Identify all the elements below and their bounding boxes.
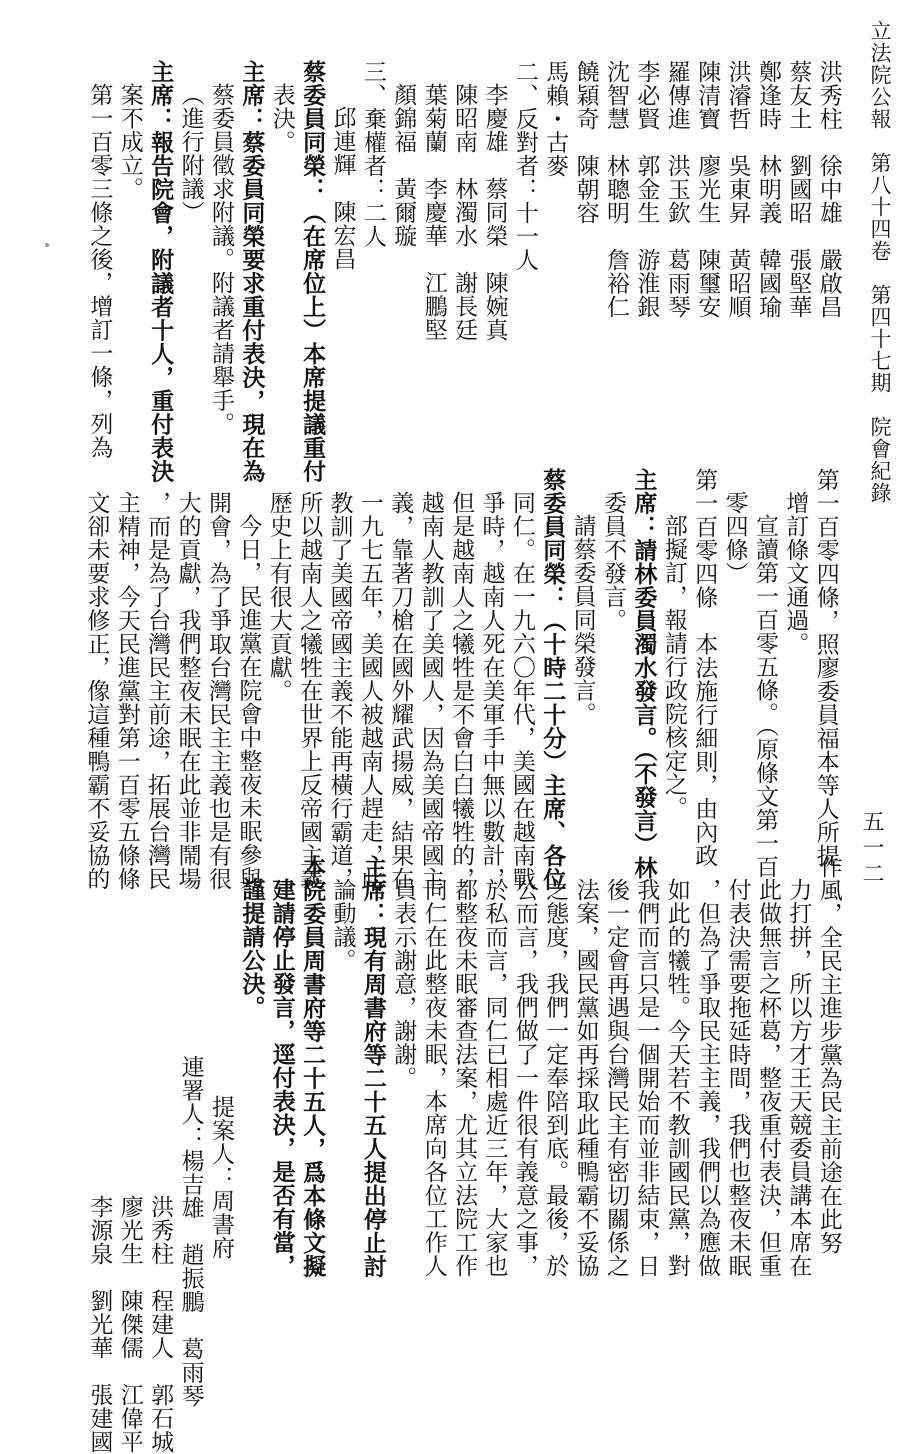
scan-speck (45, 243, 49, 247)
text-column: 教訓了美國帝國主義不能再橫行霸道， (326, 491, 353, 891)
text-column: 馬賴・古麥 (542, 60, 569, 178)
text-column: （進行附議） (177, 83, 204, 224)
text-column: 文卻未要求修正，像這種鴨霸不妥協的 (83, 491, 110, 891)
text-column: 主席：請林委員濁水發言。（不發言）林 (630, 468, 658, 880)
text-column: 開會，為了爭取台灣民主主義也是有很 (204, 491, 231, 891)
text-column: 此做無言之杯葛，整夜重付表決，但重 (754, 878, 781, 1278)
text-column: 部擬訂，報請行政院核定之。 (660, 514, 687, 820)
text-column: 主席：報告院會，附議者十人，重付表決 (147, 60, 175, 483)
text-column: 越南人教訓了美國人，因為美國帝國主 (417, 491, 444, 891)
text-column: 邱連輝 陳宏昌 (329, 106, 356, 271)
text-column: 羅傳進 洪玉欽 葛雨琴 (663, 60, 690, 319)
text-column: 員表示謝意，謝謝。 (390, 878, 417, 1090)
section-title: 院會紀錄 (868, 416, 892, 504)
text-column: 大的貢獻，我們整夜未眠在此並非鬧場 (174, 491, 201, 891)
text-column: 作風，全民主進步黨為民主前途在此努 (815, 855, 842, 1255)
text-column: 饒穎奇 陳朝容 (572, 60, 599, 225)
text-column: 洪秀柱 徐中雄 嚴啟昌 (815, 60, 842, 319)
text-column: 論動議。 (329, 878, 356, 972)
middle-text-block (82, 468, 906, 891)
text-column: 爭時，越南人死在美軍手中無以數計， (478, 491, 505, 891)
text-column: 第一百零四條 本法施行細則，由內政 (691, 468, 718, 868)
text-column: ，但為了爭取民主主義，我們以為應做 (694, 878, 721, 1278)
text-column: 宣讀第一百零五條。（原條文第一百 (751, 514, 778, 879)
text-column: 二、反對者：十一人 (511, 60, 538, 272)
bottom-text-block (85, 855, 909, 1454)
text-column: 之態度，我們一定奉陪到底。最後，於 (542, 878, 569, 1278)
text-column: 但是越南人之犧牲是不會白白犧牲的， (448, 491, 475, 891)
text-column: 義，靠著刀槍在國外耀武揚威，結果在 (387, 491, 414, 891)
text-column: 謹提請公決。 (238, 878, 266, 1019)
text-column: 建請停止發言，逕付表決，是否有當， (268, 878, 296, 1278)
text-column: 本院委員周書府等二十五人，爲本條文擬 (299, 855, 327, 1278)
text-column: 一九七五年，美國人被越南人趕走，此 (356, 491, 383, 891)
page-number: 五一二 (859, 810, 884, 888)
text-column: 後一定會再遇與台灣民主有密切關係之 (603, 878, 630, 1278)
text-column: 付表決需要拖延時間，我們也整夜未眠 (724, 878, 751, 1278)
text-column: 主精神，今天民進黨對第一百零五條條 (113, 491, 140, 891)
text-column: 今日，民進黨在院會中整夜未眠參與 (235, 514, 262, 890)
text-column: 提案人：周書府 (207, 1095, 234, 1260)
text-column: 第一百零三條之後，增訂一條，列為 (86, 83, 113, 459)
text-column: 增訂條文通過。 (782, 491, 809, 656)
text-column: 三、棄權者：二人 (359, 60, 386, 248)
text-column: 主席：現有周書府等二十五人提出停止討 (359, 855, 387, 1278)
text-column: 李源泉 劉光華 張建國 (86, 1195, 113, 1454)
volume: 第八十四卷 (868, 152, 892, 262)
text-column: 洪濬哲 吳東昇 黃昭順 (724, 60, 751, 319)
text-column: 蔡委員同榮：（十時二十分）主席、各位 (539, 468, 567, 891)
text-column: 洪秀柱 程建人 郭石城 (147, 1195, 174, 1454)
issue-number: 第四十七期 (868, 284, 892, 394)
text-column: 鄭逢時 林明義 韓國瑜 (754, 60, 781, 319)
top-text-block (85, 60, 909, 483)
text-column: 蔡委員同榮：（在席位上）本席提議重付 (299, 60, 327, 483)
text-column: 蔡委員徵求附議。附議者請舉手。 (207, 83, 234, 436)
text-column: 李必賢 郭金生 游淮銀 (633, 60, 660, 319)
text-column: 同仁。在一九六〇年代，美國在越南戰 (508, 491, 535, 891)
text-column: 歷史上有很大貢獻。 (265, 491, 292, 703)
text-column: 連署人：楊吉雄 趙振鵬 葛雨琴 (177, 1055, 204, 1408)
text-column: 委員不發言。 (600, 491, 627, 632)
text-column: 廖光生 陳傑儒 江偉平 (116, 1195, 143, 1454)
text-column: 顏錦福 黃爾璇 (390, 83, 417, 248)
text-column: 所以越南人之犧牲在世界上反帝國主義 (296, 491, 323, 891)
text-column: 主席：蔡委員同榮要求重付表決，現在為 (238, 60, 266, 483)
text-column: 如此的犧牲。今天若不教訓國民黨，對 (663, 878, 690, 1278)
text-column: 沈智慧 林聰明 詹裕仁 (603, 60, 630, 319)
text-column: 案不成立。 (116, 83, 143, 201)
text-column: 請蔡委員同榮發言。 (569, 514, 596, 726)
text-column: 力打拼，所以方才王天競委員講本席在 (785, 878, 812, 1278)
text-column: 陳昭南 林濁水 謝長廷 (451, 83, 478, 342)
text-column: 陳清寶 廖光生 陳璽安 (694, 60, 721, 319)
journal-title: 立法院公報 (868, 20, 892, 130)
text-column: 公而言，我們做了一件很有義意之事， (511, 878, 538, 1278)
text-column: 零四條） (721, 491, 748, 585)
text-column: 表決。 (268, 83, 295, 154)
text-column: 第一百零四條，照廖委員福本等人所提 (812, 468, 839, 868)
text-column: 法案，國民黨如再採取此種鴨霸不妥協 (572, 878, 599, 1278)
text-column: 都整夜未眠審查法案，尤其立法院工作 (451, 878, 478, 1278)
text-column: 於私而言，同仁已相處近三年，大家也 (481, 878, 508, 1278)
text-column: 我們而言只是一個開始而並非結束，日 (633, 878, 660, 1278)
text-column: 蔡友土 劉國昭 張堅華 (785, 60, 812, 319)
text-column: 葉菊蘭 李慶華 江鵬堅 (420, 83, 447, 342)
text-column: 李慶雄 蔡同榮 陳婉真 (481, 83, 508, 342)
text-column: 同仁在此整夜未眠，本席向各位工作人 (420, 878, 447, 1278)
text-column: ，而是為了台灣民主前途，拓展台灣民 (144, 491, 171, 891)
